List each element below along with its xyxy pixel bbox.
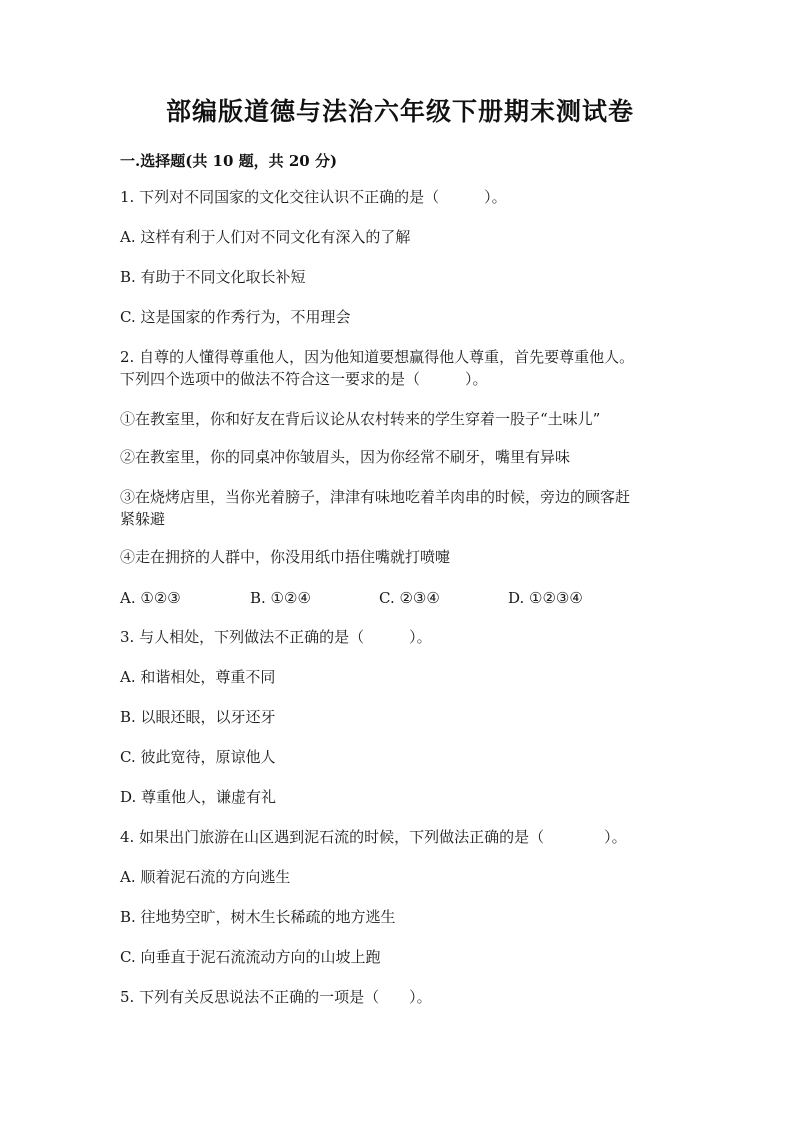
question-4-stem: 4. 如果出门旅游在山区遇到泥石流的时候，下列做法正确的是（ ）。: [120, 828, 627, 846]
question-2-stem-line-1: 2. 自尊的人懂得尊重他人，因为他知道要想赢得他人尊重，首先要尊重他人。: [120, 348, 635, 366]
question-1-option-b: B. 有助于不同文化取长补短: [120, 268, 306, 286]
question-5-stem: 5. 下列有关反思说法不正确的一项是（ ）。: [120, 988, 432, 1006]
question-4-option-b: B. 往地势空旷，树木生长稀疏的地方逃生: [120, 908, 396, 926]
question-4-option-c: C. 向垂直于泥石流流动方向的山坡上跑: [120, 948, 381, 966]
question-2-stem-line-2: 下列四个选项中的做法不符合这一要求的是（ ）。: [120, 370, 488, 388]
question-2-statement-2: ②在教室里，你的同桌冲你皱眉头，因为你经常不刷牙，嘴里有异味: [120, 448, 571, 466]
question-2-statement-3-line-1: ③在烧烤店里，当你光着膀子，津津有味地吃着羊肉串的时候，旁边的顾客赶: [120, 488, 631, 506]
question-2-statement-3-line-2: 紧躲避: [120, 510, 166, 528]
page-title: 部编版道德与法治六年级下册期末测试卷: [165, 97, 634, 126]
question-3-option-c: C. 彼此宽待，原谅他人: [120, 748, 276, 766]
question-2-option-a: A. ①②③: [120, 589, 181, 607]
question-3-option-a: A. 和谐相处，尊重不同: [120, 668, 276, 686]
question-2-option-c: C. ②③④: [379, 589, 440, 607]
question-2-option-b: B. ①②④: [250, 589, 311, 607]
section-heading: 一.选择题(共 10 题，共 20 分): [120, 152, 338, 170]
question-3-option-d: D. 尊重他人，谦虚有礼: [120, 788, 277, 806]
question-3-option-b: B. 以眼还眼，以牙还牙: [120, 708, 276, 726]
question-2-option-d: D. ①②③④: [508, 589, 583, 607]
question-1-stem: 1. 下列对不同国家的文化交往认识不正确的是（ ）。: [120, 188, 507, 206]
question-3-stem: 3. 与人相处，下列做法不正确的是（ ）。: [120, 628, 432, 646]
question-1-option-a: A. 这样有利于人们对不同文化有深入的了解: [120, 228, 411, 246]
question-1-option-c: C. 这是国家的作秀行为，不用理会: [120, 308, 351, 326]
question-2-statement-4: ④走在拥挤的人群中，你没用纸巾捂住嘴就打喷嚏: [120, 548, 451, 566]
question-4-option-a: A. 顺着泥石流的方向逃生: [120, 868, 291, 886]
question-2-statement-1: ①在教室里，你和好友在背后议论从农村转来的学生穿着一股子“土味儿”: [120, 410, 601, 428]
